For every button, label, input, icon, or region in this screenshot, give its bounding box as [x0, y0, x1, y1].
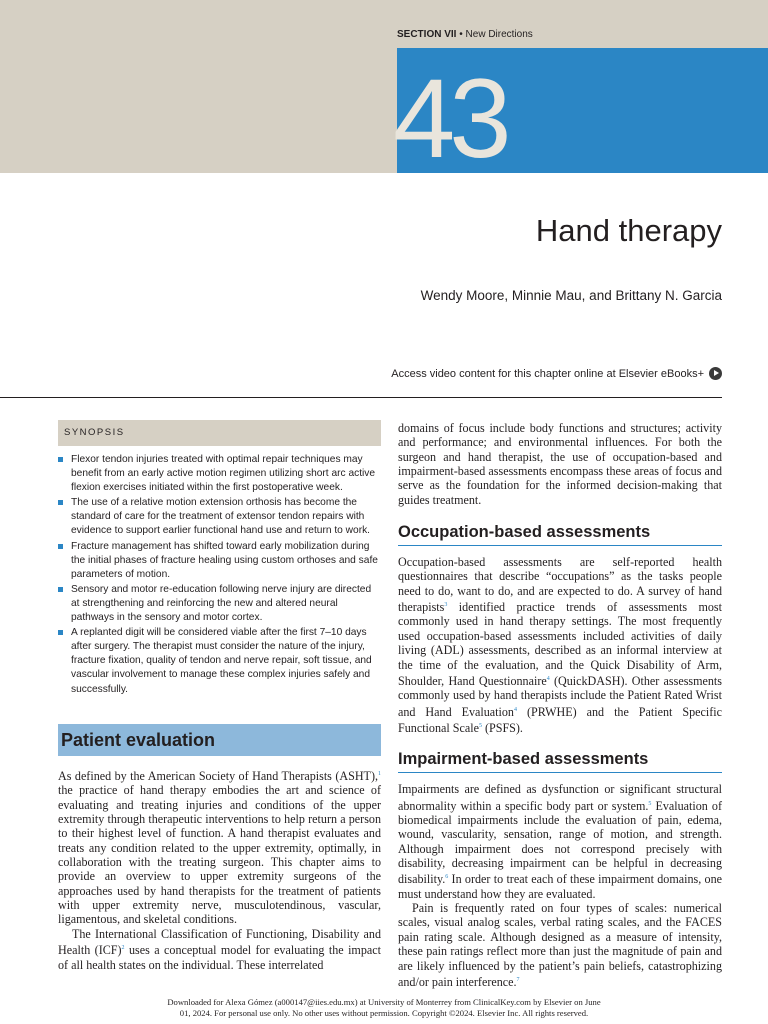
footer-line: Downloaded for Alexa Gómez (a000147@iies.edu.mx) at University of Monterrey from ClinicalKey.com by Elsevier on June — [167, 997, 601, 1007]
synopsis-item: The use of a relative motion extension orthosis has become the standard of care for the treatment of extensor tendon repairs with evidence to support earlier functional hand use and return to work. — [58, 496, 381, 538]
paragraph: The International Classification of Functioning, Disability and Health (ICF)$^2$ uses a conceptual model for evaluating the impact of all health states on the individual. These interrelated — [58, 926, 381, 972]
reference-link[interactable]: 5 — [648, 800, 652, 807]
synopsis-heading: SYNOPSIS — [58, 420, 381, 446]
synopsis-item: Fracture management has shifted toward early mobilization during the initial phases of fracture healing using custom orthoses and safe parameters of motion. — [58, 540, 381, 582]
paragraph: Pain is frequently rated on four types of scales: numerical scales, visual analog scales, verbal rating scales, and the FACES pain rating scale. Although designed as a measure of intensity, these pain ratings reflect more than just the magnitude of pain and are likely influenced by the patient’s pain beliefs, catastrophizing and/or pain interference.$^7$ — [398, 901, 722, 989]
patient-evaluation-heading: Patient evaluation — [58, 724, 381, 756]
reference-link[interactable]: 7 — [516, 976, 520, 983]
square-bullet-icon — [58, 544, 63, 549]
square-bullet-icon — [58, 587, 63, 592]
square-bullet-icon — [58, 630, 63, 635]
chapter-number: 43 — [393, 56, 506, 181]
section-number: SECTION VII — [397, 29, 457, 40]
header-divider — [0, 397, 722, 398]
video-link-text[interactable]: Access video content for this chapter online at Elsevier eBooks+ — [391, 367, 704, 380]
paragraph: Occupation-based assessments are self-reported health questionnaires that describe “occupations” as the tasks people need to do, want to do, and are expected to do. A survey of hand therapists$^3$ identified practice trends of assessments most commonly used in hand therapy settings. The most frequently used occupation-based assessments included activities of daily living (ADL) assessments, described as an informal interview at the time of the evaluation, and the Quick Disability of Arm, Shoulder, Hand Questionnaire$^4$ (QuickDASH). Other assessments commonly used by hand therapists include the Patient Rated Wrist and Hand Evaluation$^4$ (PRWHE) and the Patient Specific Functional Scale$^5$ (PSFS). — [398, 555, 722, 735]
synopsis-item: Sensory and motor re-education following nerve injury are directed at strengthening and reinforcing the new and altered neural pathways in the sensory and motor cortex. — [58, 583, 381, 625]
video-link[interactable] — [391, 367, 722, 380]
square-bullet-icon — [58, 457, 63, 462]
synopsis-list — [58, 453, 381, 697]
reference-link[interactable]: 1 — [378, 771, 381, 777]
right-column — [398, 421, 722, 989]
reference-link[interactable]: 6 — [445, 874, 449, 881]
chapter-title: Hand therapy — [535, 213, 722, 248]
paragraph: As defined by the American Society of Hand Therapists (ASHT),$^1$ the practice of hand therapy embodies the art and science of evaluating and treating injuries and conditions of the upper extremity through therapeutic interventions to help return a person to their highest level of function. A hand therapist evaluates and treats any condition related to the upper extremity, optimally, in collaboration with the treating surgeon. This chapter aims to provide an overview to upper extremity surgeons of the approaches used by hand therapists for the treatment of patients with upper extremity nerve, musculotendinous, vascular, ligamentous, and skeletal conditions. — [58, 769, 381, 927]
section-label — [397, 29, 533, 40]
section-separator: • — [459, 29, 463, 40]
synopsis-item: Flexor tendon injuries treated with optimal repair techniques may benefit from an early active motion regimen utilizing short arc active flexion exercises initiated within the first postoperative week. — [58, 453, 381, 495]
impairment-assessments-heading: Impairment-based assessments — [398, 750, 722, 773]
square-bullet-icon — [58, 500, 63, 505]
reference-link[interactable]: 4 — [546, 675, 550, 682]
synopsis-box — [58, 420, 381, 695]
paragraph: domains of focus include body functions and structures; activity and performance; and environmental influences. For both the surgeon and hand therapist, the use of occupation-based and impairment-based assessments encompass these areas of focus and serve as the foundation for the informed decision-making that guides treatment. — [398, 421, 722, 507]
paragraph: Impairments are defined as dysfunction or significant structural abnormality within a specific body part or system.$^5$ Evaluation of biomedical impairments include the evaluation of pain, edema, wound, vascularity, sensation, range of motion, and strength. Although impairment does not correspond precisely with disability, decreasing impairment can be helpful in decreasing disability.$^6$ In order to treat each of these impairment domains, one must understand how they are evaluated. — [398, 782, 722, 901]
footer-line: 01, 2024. For personal use only. No other uses without permission. Copyright ©2024. Elsevier Inc. All rights reserved. — [179, 1008, 589, 1018]
reference-link[interactable]: 3 — [444, 602, 448, 609]
section-name: New Directions — [465, 29, 533, 40]
download-footer — [0, 997, 768, 1019]
patient-evaluation-body — [58, 767, 381, 972]
reference-link[interactable]: 2 — [121, 945, 125, 952]
occupation-assessments-heading: Occupation-based assessments — [398, 523, 722, 546]
chapter-authors: Wendy Moore, Minnie Mau, and Brittany N. Garcia — [420, 288, 722, 303]
play-circle-icon[interactable] — [709, 367, 722, 380]
synopsis-item: A replanted digit will be considered viable after the first 7–10 days after surgery. The therapist must consider the nature of the injury, fracture fixation, quality of tendon and nerve repair, soft tissue, and vascular involvement to manage these complex injuries safely and successfully. — [58, 626, 381, 696]
reference-link[interactable]: 5 — [478, 722, 482, 729]
reference-link[interactable]: 4 — [513, 706, 517, 713]
